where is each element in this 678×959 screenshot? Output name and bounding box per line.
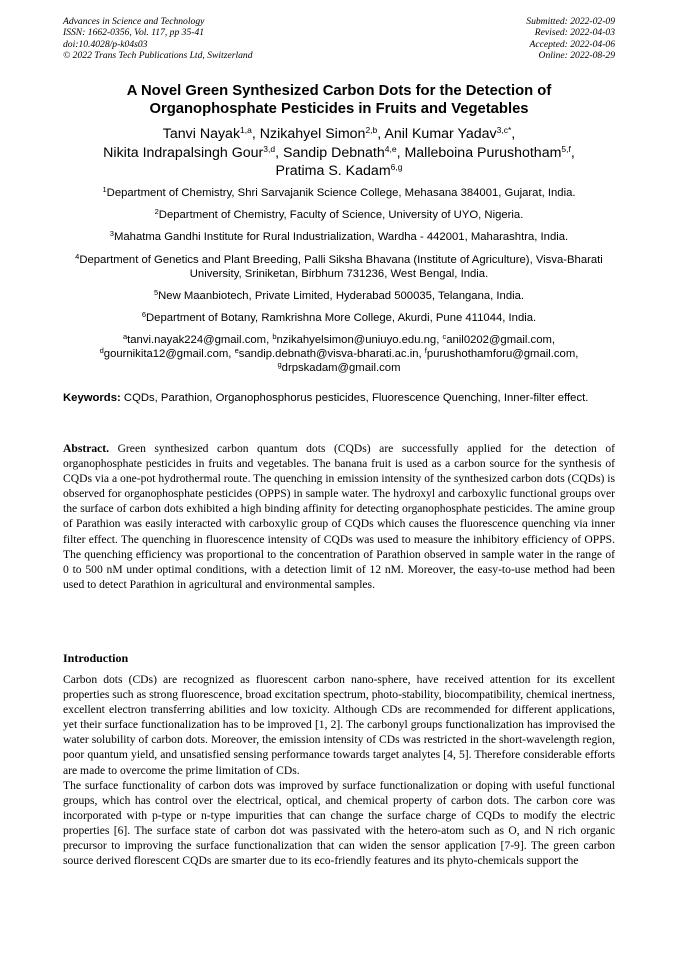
affiliation-text: New Maanbiotech, Private Limited, Hyderabad 500035, Telangana, India.: [158, 289, 525, 302]
email-marker: c: [442, 332, 447, 342]
email-list: [62, 333, 616, 375]
paragraph: Carbon dots (CDs) are recognized as fluorescent carbon nano-sphere, have received attention for its excellent properties such as strong fluorescence, broad excitation spectrum, photo-stability, biocompatibility, chemical inertness, excellent electron transferring abilities and low toxicity. Although CDs are recommended for different applications, yet their surface functionalization has to be improved [1, 2]. The carbonyl groups functionalization has improvised the water solubility of carbon dots. Moreover, the emission intensity of CDs was restricted in the short-wavelength region, poor quantum yield, and unsatisfied sensing performance towards target analytes [4, 5]. Therefore considerable efforts are made to overcome the prime limitation of CDs.: [63, 673, 615, 777]
affiliation-marker: 5: [153, 287, 159, 297]
introduction-body: [63, 672, 615, 868]
email-marker: b: [272, 332, 277, 342]
author-list: [40, 125, 638, 181]
email-link[interactable]: anil0202@gmail.com: [446, 334, 552, 347]
author-name: Malleboina Purushotham: [404, 144, 562, 161]
affiliation: [62, 230, 616, 244]
date-submitted: Submitted: 2022-02-09: [526, 16, 615, 27]
introduction-heading: Introduction: [63, 651, 129, 665]
author-affil-marker: 3,c*: [496, 125, 512, 135]
author-name: Sandip Debnath: [282, 144, 385, 161]
email-separator: ,: [436, 334, 443, 347]
email-link[interactable]: nzikahyelsimon@uniuyo.edu.ng: [276, 334, 437, 347]
keywords-label: Keywords:: [63, 392, 121, 404]
affiliation-marker: 2: [154, 207, 159, 217]
keywords-text: CQDs, Parathion, Organophosphorus pesticides, Fluorescence Quenching, Inner-filter effect.: [123, 392, 589, 404]
abstract-text: Green synthesized carbon quantum dots (CQDs) are successfully applied for the detection of organophosphate pesticides in fruits and vegetables. The banana fruit is used as a carbon source for the synthesis of CQDs via a one-pot hydrothermal route. The quenching in emission intensity of the synthesized carbon dots (CQDs) is observed for organophosphate pesticides (OPPS) in sample water. The hydroxyl and carboxylic functional groups over the surface of carbon dots exhibited a high binding affinity for detecting organophosphate pesticides. The amine group of Parathion was easily interacted with carboxylic group of CQDs which causes the fluorescence quenching via inner filter effect. The quenching in fluorescence intensity of CQDs was used to measure the inhibitory efficiency of OPPS. The quenching efficiency was proportional to the concentration of Parathion observed in sample water in the range of 0 to 500 nM under optimal conditions, with a detection limit of 12 nM. Moreover, the easy-to-use method had been used to detect Parathion in agricultural and environmental samples.: [63, 442, 615, 591]
author-separator: ,: [377, 126, 385, 142]
author-affil-marker: 1,a: [240, 125, 252, 135]
publication-dates: [526, 16, 615, 61]
date-accepted: Accepted: 2022-04-06: [529, 38, 615, 50]
paper-title: [40, 82, 638, 118]
affiliation-marker: 1: [102, 185, 107, 194]
email-link[interactable]: tanvi.nayak224@gmail.com: [127, 334, 267, 347]
email-marker: a: [122, 332, 128, 342]
author-name: Nzikahyel Simon: [259, 126, 366, 142]
keywords: [63, 391, 615, 405]
author-name: Anil Kumar Yadav: [384, 126, 497, 142]
journal-doi: doi:10.4028/p-k04s03: [63, 38, 148, 50]
date-online: Online: 2022-08-29: [538, 49, 615, 61]
affiliation: [62, 289, 616, 303]
authors-line-2: [40, 144, 638, 163]
email-link[interactable]: gournikita12@gmail.com: [103, 348, 229, 361]
email-link[interactable]: drpskadam@gmail.com: [281, 362, 401, 375]
paragraph: The surface functionality of carbon dots was improved by surface functionalization or doping with useful functional groups, which has control over the electrical, optical, and chemical property of carbon dots. The carbon core was incorporated with p-type or n-type impurities that can change the surface charge of CQDs to modify the electric properties [6]. The surface state of carbon dot was passivated with the hetero-atom such as O, and N rich organic precursor to improving the surface functionalization that can widen the sensor application [7-9]. The green carbon source derived florescent CQDs are smarter due to its eco-friendly features and its phyto-chemicals support the: [63, 778, 615, 868]
affiliation-text: Department of Botany, Ramkrishna More College, Akurdi, Pune 411044, India.: [146, 311, 537, 324]
affiliation: [62, 253, 616, 281]
author-separator: ,: [396, 144, 405, 161]
journal-copyright: © 2022 Trans Tech Publications Ltd, Switzerland: [63, 49, 253, 61]
email-separator: ,: [575, 348, 579, 361]
email-marker: e: [234, 346, 239, 356]
date-revised: Revised: 2022-04-03: [534, 27, 615, 39]
author-name: Tanvi Nayak: [162, 126, 241, 142]
affiliation-text: Department of Genetics and Plant Breeding, Palli Siksha Bhavana (Institute of Agriculture), Visva-Bharati University, Sriniketan, Birbhum 731236, West Bengal, India.: [79, 253, 603, 280]
affiliation-marker: 4: [75, 251, 80, 261]
email-link[interactable]: sandip.debnath@visva-bharati.ac.in: [238, 348, 419, 361]
email-separator: ,: [266, 334, 273, 347]
affiliation-marker: 3: [109, 229, 114, 239]
email-marker: f: [424, 346, 427, 356]
author-name: Nikita Indrapalsingh Gour: [103, 144, 264, 161]
email-marker: d: [99, 346, 104, 356]
title-line-1: A Novel Green Synthesized Carbon Dots for the Detection of: [126, 83, 552, 99]
affiliation: [62, 311, 616, 325]
author-separator: ,: [251, 126, 260, 142]
journal-name: Advances in Science and Technology: [63, 16, 205, 27]
affiliation-text: Mahatma Gandhi Institute for Rural Industrialization, Wardha - 442001, Maharashtra, India.: [113, 231, 569, 244]
author-affil-marker: 6,g: [390, 162, 403, 172]
journal-info: [63, 16, 253, 61]
abstract-label: Abstract.: [63, 442, 110, 455]
affiliation: [62, 186, 616, 200]
affiliation-text: Department of Chemistry, Faculty of Science, University of UYO, Nigeria.: [158, 209, 524, 222]
author-affil-marker: 2,b: [365, 125, 378, 135]
affiliation-marker: 6: [141, 309, 146, 319]
author-affil-marker: 3,d: [263, 143, 276, 154]
email-link[interactable]: purushothamforu@gmail.com: [426, 348, 576, 361]
author-separator: ,: [511, 126, 516, 142]
affiliation-text: Department of Chemistry, Shri Sarvajanik Science College, Mehasana 384001, Gujarat, India.: [106, 187, 576, 199]
author-affil-marker: 4,e: [384, 143, 397, 154]
author-separator: ,: [275, 144, 283, 161]
author-name: Pratima S. Kadam: [275, 163, 391, 179]
author-affil-marker: 5,f: [561, 143, 571, 154]
authors-line-1: [40, 125, 638, 144]
email-separator: ,: [418, 348, 425, 361]
author-separator: ,: [570, 144, 575, 161]
affiliation-list: [62, 186, 616, 375]
title-line-2: Organophosphate Pesticides in Fruits and Vegetables: [149, 101, 529, 117]
email-separator: ,: [228, 348, 235, 361]
journal-issn: ISSN: 1662-0356, Vol. 117, pp 35-41: [63, 27, 205, 39]
email-separator: ,: [551, 334, 556, 347]
authors-line-3: [40, 162, 638, 181]
email-marker: g: [277, 360, 282, 370]
abstract: [63, 441, 615, 592]
affiliation: [62, 208, 616, 222]
